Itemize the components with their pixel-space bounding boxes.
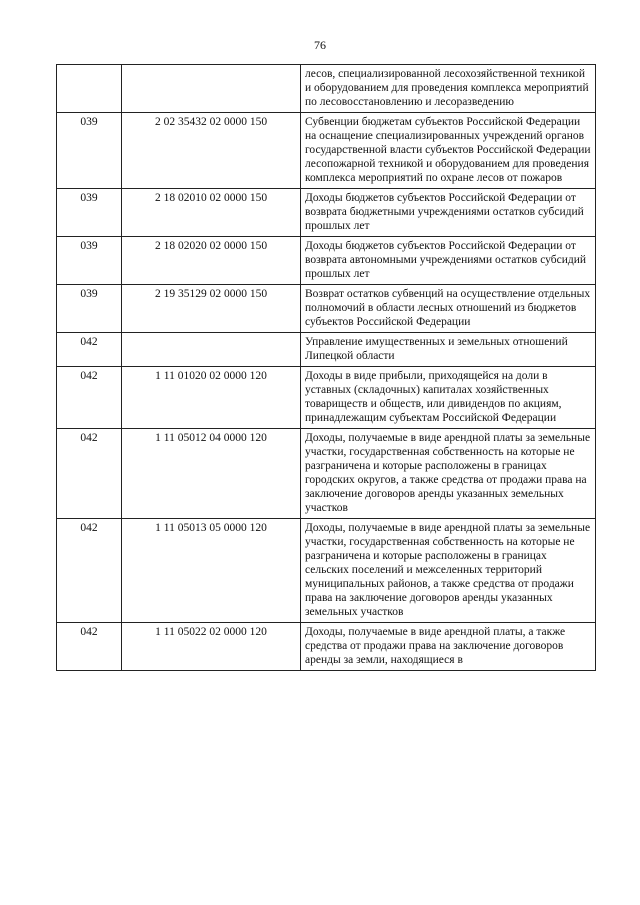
admin-code-cell: 042 — [57, 429, 122, 519]
budget-code-cell: 1 11 05013 05 0000 120 — [122, 519, 301, 623]
budget-code-cell: 1 11 05012 04 0000 120 — [122, 429, 301, 519]
budget-code-cell — [122, 333, 301, 367]
admin-code-cell: 042 — [57, 333, 122, 367]
budget-code-cell: 1 11 05022 02 0000 120 — [122, 623, 301, 671]
table-row — [57, 237, 596, 285]
revenue-name-cell: лесов, специализированной лесохозяйственной техникой и оборудованием для проведения комплекса мероприятий по лесовосстановлению и лесоразведению — [301, 65, 596, 113]
table-row — [57, 519, 596, 623]
revenue-name-cell: Доходы бюджетов субъектов Российской Федерации от возврата бюджетными учреждениями остатков субсидий прошлых лет — [301, 189, 596, 237]
revenue-name-cell: Субвенции бюджетам субъектов Российской Федерации на оснащение специализированных учреждений органов государственной власти субъектов Российской Федерации лесопожарной техникой и оборудованием для проведения комплекса мероприятий по охране лесов от пожаров — [301, 113, 596, 189]
budget-code-cell: 2 18 02010 02 0000 150 — [122, 189, 301, 237]
budget-code-cell: 2 19 35129 02 0000 150 — [122, 285, 301, 333]
admin-code-cell — [57, 65, 122, 113]
admin-code-cell: 042 — [57, 519, 122, 623]
table-row — [57, 367, 596, 429]
table-row — [57, 189, 596, 237]
budget-code-cell: 1 11 01020 02 0000 120 — [122, 367, 301, 429]
table-row — [57, 429, 596, 519]
admin-code-cell: 039 — [57, 189, 122, 237]
revenue-name-cell: Возврат остатков субвенций на осуществление отдельных полномочий в области лесных отношений из бюджетов субъектов Российской Федерации — [301, 285, 596, 333]
budget-code-cell: 2 18 02020 02 0000 150 — [122, 237, 301, 285]
revenue-name-cell: Доходы, получаемые в виде арендной платы, а также средства от продажи права на заключение договоров аренды за земли, находящиеся в — [301, 623, 596, 671]
budget-code-cell: 2 02 35432 02 0000 150 — [122, 113, 301, 189]
table-row — [57, 623, 596, 671]
table-row — [57, 65, 596, 113]
revenue-name-cell: Доходы бюджетов субъектов Российской Федерации от возврата автономными учреждениями остатков субсидий прошлых лет — [301, 237, 596, 285]
admin-code-cell: 039 — [57, 285, 122, 333]
revenue-name-cell: Доходы, получаемые в виде арендной платы за земельные участки, государственная собственность на которые не разграничена и которые расположены в границах сельских поселений и межселенных территорий муниципальных районов, а также средства от продажи права на заключение договоров аренды указанных земельных участков — [301, 519, 596, 623]
revenue-name-cell: Доходы, получаемые в виде арендной платы за земельные участки, государственная собственность на которые не разграничена и которые расположены в границах городских округов, а также средства от продажи права на заключение договоров аренды указанных земельных участков — [301, 429, 596, 519]
admin-code-cell: 039 — [57, 113, 122, 189]
table-row — [57, 285, 596, 333]
admin-code-cell: 039 — [57, 237, 122, 285]
revenue-name-cell: Доходы в виде прибыли, приходящейся на доли в уставных (складочных) капиталах хозяйственных товариществ и обществ, или дивидендов по акциям, принадлежащим субъектам Российской Федерации — [301, 367, 596, 429]
table-row — [57, 333, 596, 367]
budget-code-cell — [122, 65, 301, 113]
revenue-name-cell: Управление имущественных и земельных отношений Липецкой области — [301, 333, 596, 367]
admin-code-cell: 042 — [57, 367, 122, 429]
page-number: 76 — [314, 38, 326, 52]
admin-code-cell: 042 — [57, 623, 122, 671]
budget-classification-table — [56, 64, 596, 671]
table-row — [57, 113, 596, 189]
